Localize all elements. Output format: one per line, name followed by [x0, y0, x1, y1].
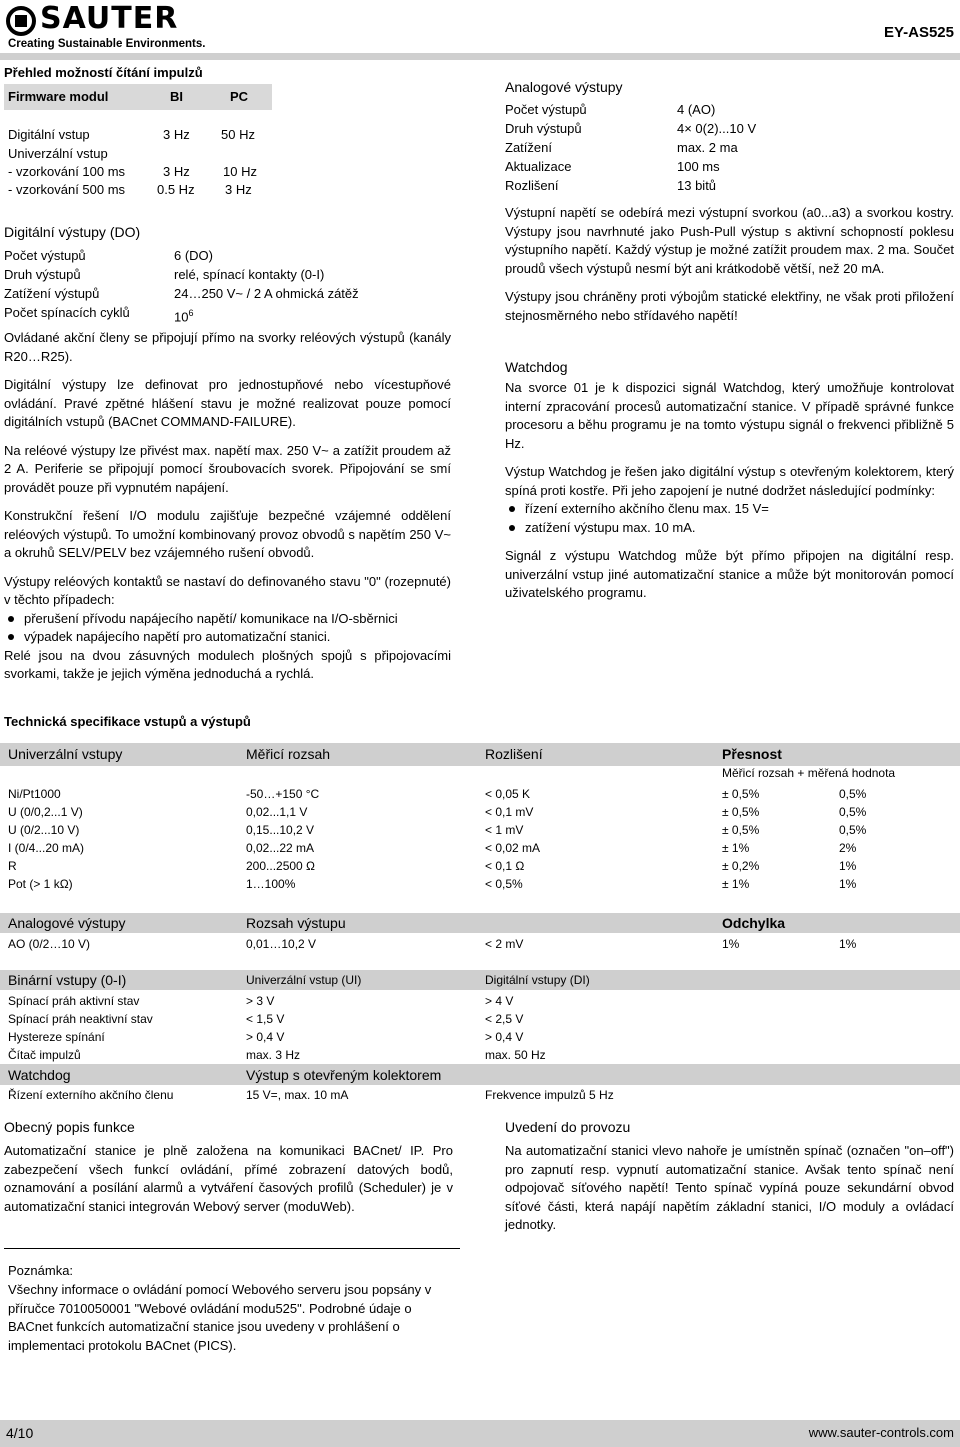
pulse-col-bi: BI — [170, 89, 183, 104]
ui-table — [0, 783, 960, 891]
wd-col-head: Výstup s otevřeným kolektorem — [246, 1067, 442, 1083]
spec-section-title: Technická specifikace vstupů a výstupů — [4, 714, 251, 729]
ui-cell: 200...2500 Ω — [246, 859, 316, 873]
ui-cell: R — [8, 859, 17, 873]
do-row-label: Zatížení výstupů — [4, 286, 100, 301]
bi-cell: > 4 V — [485, 994, 514, 1008]
bi-cell: > 3 V — [246, 994, 275, 1008]
ao-row-value: 4× 0(2)...10 V — [677, 121, 757, 136]
ui-cell: 0,5% — [839, 787, 867, 801]
watchdog-paragraph: Výstup Watchdog je řešen jako digitální výstup s otevřeným kolektorem, který spíná proti kostře. Při jeho zapojení je nutné dodržet následující podmínky: — [505, 464, 954, 498]
ui-cell: 1…100% — [246, 877, 296, 891]
bi-col-head: Digitální vstupy (DI) — [485, 973, 590, 987]
pulse-row-label: Univerzální vstup — [8, 146, 108, 161]
ao-spec-table — [0, 933, 960, 951]
do-paragraph: Relé jsou na dvou zásuvných modulech plošných spojů s připojovacími svorkami, takže je jejich výměna jednoduchá a rychlá. — [4, 647, 451, 681]
ui-cell: < 1 mV — [485, 823, 524, 837]
sauter-logo-icon — [6, 6, 36, 36]
pulse-col-firmware: Firmware modul — [8, 89, 109, 104]
ui-cell: 1% — [839, 877, 857, 891]
ao-spec-col-head: Rozsah výstupu — [246, 915, 346, 931]
do-row-value: 6 (DO) — [174, 248, 213, 263]
footer-url[interactable]: www.sauter-controls.com — [808, 1425, 954, 1440]
pulse-row-pc: 50 Hz — [221, 127, 255, 142]
commission-text: Na automatizační stanici vlevo nahoře je umístněn spínač (označen "on–off") pro zapnutí resp. vypnutí automatizační stanice. Avšak tento spínač není odpojovač síťového napětí! Tento spínač vypíná pouze sekundární obvod síťové části, která napájí napětím základní stanici, I/O moduly a ovládací jednotky. — [505, 1143, 954, 1232]
bi-cell: > 0,4 V — [485, 1030, 524, 1044]
ao-row-label: Aktualizace — [505, 159, 572, 174]
wd-table — [0, 1084, 714, 1102]
ui-cell: < 0,5% — [485, 877, 523, 891]
ao-row-value: 4 (AO) — [677, 102, 716, 117]
do-row-label: Počet výstupů — [4, 248, 86, 263]
table-row — [0, 819, 960, 837]
watchdog-paragraph: Na svorce 01 je k dispozici signál Watchdog, který umožňuje kontrolovat interní zpracování procesů automatizační stanice. V případě správné funkce procesoru a běhu programu je na tomto výstupu signál o frekvenci přibližně 5 Hz. — [505, 380, 954, 451]
ui-cell: U (0/0,2...1 V) — [8, 805, 83, 819]
ui-cell: -50…+150 °C — [246, 787, 320, 801]
general-text: Automatizační stanice je plně založena na komunikaci BACnet/ IP. Pro zabezpečení všech funkcí ovládání, přímé zobrazení datových bodů, oznamování a posílání alarmů a vytváření časových profilů (Scheduler) je v automatizační stanici integrován Webový server (moduWeb). — [4, 1143, 453, 1214]
wd-cell: Frekvence impulzů 5 Hz — [485, 1088, 614, 1102]
ui-cell: 0,5% — [839, 823, 867, 837]
do-paragraph: Výstupy reléových kontaktů se nastaví do definovaného stavu "0" (rozepnuté) v těchto případech: — [4, 573, 451, 607]
bi-cell: max. 3 Hz — [246, 1048, 301, 1062]
pulse-section-title: Přehled možností čítání impulzů — [4, 65, 203, 80]
bi-cell: Čítač impulzů — [8, 1048, 81, 1062]
ao-spec-col-head: Analogové výstupy — [8, 915, 126, 931]
do-paragraph: Konstrukční řešení I/O modulu zajišťuje bezpečné vzájemné oddělení reléových výstupů. To umožní kombinovaný provoz obvodů s napětím 250 V~ a okruhů SELV/PELV bez vzájemného rušení obvodů. — [4, 508, 451, 560]
header-bar — [0, 53, 960, 60]
ui-col-head: Měřicí rozsah — [246, 746, 331, 762]
ao-text — [505, 204, 954, 325]
bi-table — [0, 990, 714, 1062]
do-paragraph: Ovládané akční členy se připojují přímo na svorky reléových výstupů (kanály R20…R25). — [4, 330, 451, 364]
ui-cell: Ni/Pt1000 — [8, 787, 61, 801]
table-row — [0, 783, 960, 801]
bi-cell: Spínací práh aktivní stav — [8, 994, 140, 1008]
ui-cell: < 0,02 mA — [485, 841, 541, 855]
ui-cell: 0,5% — [839, 805, 867, 819]
pulse-row-bi: 0.5 Hz — [157, 182, 195, 197]
ao-row-value: 13 bitů — [677, 178, 717, 193]
page-number: 4/10 — [6, 1425, 34, 1441]
ui-cell: < 0,1 Ω — [485, 859, 525, 873]
bi-cell: > 0,4 V — [246, 1030, 285, 1044]
do-section-title: Digitální výstupy (DO) — [4, 224, 141, 240]
pulse-row-pc: 3 Hz — [225, 182, 252, 197]
wd-cell: Řízení externího akčního členu — [8, 1088, 174, 1102]
wd-col-head: Watchdog — [8, 1067, 71, 1083]
ui-cell: 2% — [839, 841, 857, 855]
ao-paragraph: Výstupy jsou chráněny proti výbojům statické elektřiny, ne však proti přiložení stejnosměrného nebo střídavého napětí! — [505, 289, 954, 323]
bi-cell: < 1,5 V — [246, 1012, 285, 1026]
brand-tagline: Creating Sustainable Environments. — [8, 38, 206, 50]
ui-cell: Pot (> 1 kΩ) — [8, 877, 73, 891]
ao-spec-cell: < 2 mV — [485, 937, 524, 951]
watchdog-text — [505, 379, 954, 603]
ao-row-label: Zatížení — [505, 140, 552, 155]
do-bullet-item: výpadek napájecího napětí pro automatizační stanici. — [4, 628, 451, 647]
note-title: Poznámka: — [8, 1263, 74, 1278]
do-row-label: Druh výstupů — [4, 267, 81, 282]
do-cycles-exponent: 6 — [188, 308, 194, 318]
bi-col-head: Univerzální vstup (UI) — [246, 973, 362, 987]
ao-spec-cell: 1% — [839, 937, 857, 951]
ui-col-head: Rozlišení — [485, 746, 543, 762]
ao-spec-cell: 0,01…10,2 V — [246, 937, 317, 951]
do-text — [4, 329, 451, 684]
do-cycles-label: Počet spínacích cyklů — [4, 305, 130, 320]
ao-row-value: max. 2 ma — [677, 140, 738, 155]
ui-accuracy-subhead: Měřicí rozsah + měřená hodnota — [722, 766, 896, 780]
ui-cell: ± 0,5% — [722, 823, 760, 837]
do-row-value: 24…250 V~ / 2 A ohmická zátěž — [174, 286, 359, 301]
ui-cell: 0,02...22 mA — [246, 841, 315, 855]
bi-header-bar — [0, 970, 960, 990]
sauter-logo — [6, 1, 206, 52]
table-row — [0, 837, 960, 855]
wd-header-bar — [0, 1064, 960, 1085]
ui-cell: I (0/4...20 mA) — [8, 841, 85, 855]
watchdog-bullet-item: řízení externího akčního členu max. 15 V= — [505, 500, 954, 519]
ui-cell: U (0/2...10 V) — [8, 823, 80, 837]
table-row — [0, 1026, 714, 1044]
table-row — [0, 855, 960, 873]
pulse-row-label: Digitální vstup — [8, 127, 90, 142]
ui-col-head: Přesnost — [722, 746, 782, 762]
ao-spec-header-bar — [0, 913, 960, 933]
ui-cell: ± 0,2% — [722, 859, 760, 873]
bi-cell: max. 50 Hz — [485, 1048, 546, 1062]
pulse-row-label: - vzorkování 500 ms — [8, 182, 126, 197]
ui-cell: 1% — [839, 859, 857, 873]
table-row — [0, 990, 714, 1008]
watchdog-paragraph: Signál z výstupu Watchdog může být přímo připojen na digitální resp. univerzální vstup jiné automatizační stanice a může být monitorován pomocí uživatelského programu. — [505, 548, 954, 600]
do-cycles-base: 10 — [174, 309, 189, 325]
ao-row-label: Rozlišení — [505, 178, 559, 193]
pulse-row-pc: 10 Hz — [223, 164, 257, 179]
pulse-col-pc: PC — [230, 89, 249, 104]
pulse-row-bi: 3 Hz — [163, 127, 190, 142]
watchdog-section-title: Watchdog — [505, 359, 568, 375]
ao-spec-cell: 1% — [722, 937, 740, 951]
ui-cell: ± 1% — [722, 841, 750, 855]
pulse-row-bi: 3 Hz — [163, 164, 190, 179]
do-bullet-item: přerušení přívodu napájecího napětí/ komunikace na I/O-sběrnici — [4, 610, 451, 629]
ui-cell: ± 1% — [722, 877, 750, 891]
document-id: EY-AS525 — [883, 24, 954, 41]
ao-section-title: Analogové výstupy — [505, 79, 623, 95]
ao-row-label: Počet výstupů — [505, 102, 587, 117]
table-row — [0, 1008, 714, 1026]
do-cycles-value — [174, 304, 193, 326]
ao-paragraph: Výstupní napětí se odebírá mezi výstupní svorkou (a0...a3) a svorkou kostry. Výstupy jsou navrhnuté jako Push-Pull výstup s aktivní schopností poklesu výstupního napětí. Každý výstup je možné zatížit proudem max. 2 ma. Součet proudů všech výstupů nesmí být ani krátkodobě větší, než 20 mA. — [505, 205, 954, 276]
table-row — [0, 1084, 714, 1102]
ui-cell: < 0,1 mV — [485, 805, 534, 819]
ui-cell: 0,15...10,2 V — [246, 823, 315, 837]
ao-spec-cell: AO (0/2…10 V) — [8, 937, 91, 951]
do-row-value: relé, spínací kontakty (0-I) — [174, 267, 325, 282]
wd-cell: 15 V=, max. 10 mA — [246, 1088, 349, 1102]
ui-header-bar — [0, 743, 960, 766]
ui-cell: 0,02...1,1 V — [246, 805, 308, 819]
bi-cell: < 2,5 V — [485, 1012, 524, 1026]
table-row — [0, 873, 960, 891]
ui-cell: ± 0,5% — [722, 805, 760, 819]
table-row — [0, 1044, 714, 1062]
bi-cell: Spínací práh neaktivní stav — [8, 1012, 153, 1026]
ao-row-value: 100 ms — [677, 159, 720, 174]
commission-section-title: Uvedení do provozu — [505, 1119, 631, 1135]
general-section-title: Obecný popis funkce — [4, 1119, 135, 1135]
do-paragraph: Digitální výstupy lze definovat pro jednostupňové nebo vícestupňové ovládání. Pravé zpětné hlášení stavu je možné realizovat pouze pomocí digitálních vstupů (BACnet COMMAND-FAILURE). — [4, 377, 451, 429]
pulse-row-label: - vzorkování 100 ms — [8, 164, 126, 179]
watchdog-bullet-item: zatížení výstupu max. 10 mA. — [505, 519, 954, 538]
ao-row-label: Druh výstupů — [505, 121, 582, 136]
table-row — [0, 933, 960, 951]
ui-cell: < 0,05 K — [485, 787, 531, 801]
ui-cell: ± 0,5% — [722, 787, 760, 801]
bi-cell: Hystereze spínání — [8, 1030, 105, 1044]
brand-name: SAUTER — [40, 1, 179, 36]
note-text: Všechny informace o ovládání pomocí Webového serveru jsou popsány v příručce 7010050001 "Webové ovládání modu525". Podrobné údaje o BACnet funkcích automatizační stanice jsou uvedeny v prohlášení o implementaci protokolu BACnet (PICS). — [8, 1282, 432, 1353]
ao-spec-col-head: Odchylka — [722, 915, 786, 931]
table-row — [0, 801, 960, 819]
bi-col-head: Binární vstupy (0-I) — [8, 972, 127, 988]
do-paragraph: Na reléové výstupy lze přivést max. napětí max. 250 V~ a zatížit proudem až 2 A. Periferie se připojují pomocí šroubovacích svorek. Připojování se smí provádět pouze při vypnutém napájení. — [4, 442, 451, 495]
note-divider — [4, 1248, 460, 1249]
ui-col-head: Univerzální vstupy — [8, 746, 123, 762]
